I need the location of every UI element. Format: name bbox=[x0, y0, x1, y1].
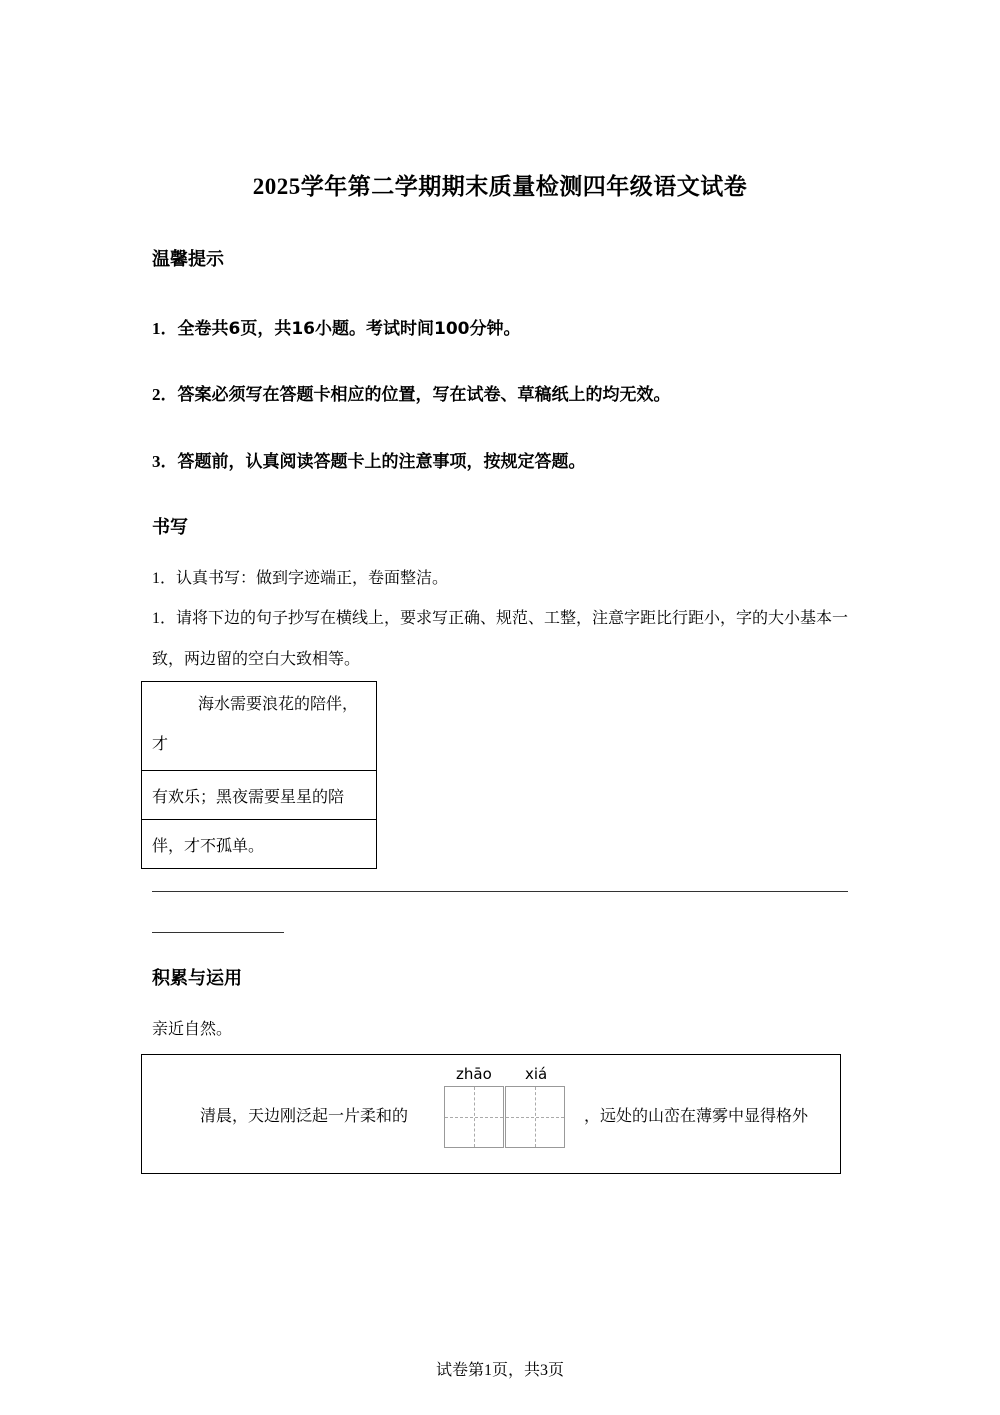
writing-question-2 bbox=[152, 598, 852, 679]
tip-text: 答案必须写在答题卡相应的位置，写在试卷、草稿纸上的均无效。 bbox=[177, 385, 671, 405]
tip-item-3 bbox=[152, 447, 586, 472]
pinyin-question-box bbox=[141, 1054, 841, 1174]
accumulate-heading: 积累与运用 bbox=[152, 968, 242, 989]
copy-row-1: 海水需要浪花的陪伴，才 bbox=[142, 682, 377, 771]
tip-item-1 bbox=[152, 314, 520, 339]
tip-text: 答题前，认真阅读答题卡上的注意事项，按规定答题。 bbox=[177, 452, 586, 472]
copy-row-2: 有欢乐；黑夜需要星星的陪 bbox=[142, 771, 377, 820]
accumulate-intro: 亲近自然。 bbox=[152, 1019, 233, 1038]
question-number: 1． bbox=[152, 610, 177, 627]
tip-number: 3． bbox=[152, 452, 178, 471]
tip-number: 1． bbox=[152, 319, 178, 338]
question-text: 请将下边的句子抄写在横线上，要求写正确、规范、工整，注意字距比行距小，字的大小基本一致，两边留的空白大致相等。 bbox=[152, 608, 849, 668]
tian-grid-cell-1[interactable] bbox=[444, 1086, 504, 1148]
writing-heading: 书写 bbox=[152, 517, 188, 538]
tip-item-2 bbox=[152, 380, 671, 405]
pinyin-label-2: xiá bbox=[525, 1065, 548, 1083]
answer-line-1[interactable] bbox=[152, 891, 848, 892]
sentence-before: 清晨，天边刚泛起一片柔和的 bbox=[200, 1106, 409, 1125]
exam-title: 2025学年第二学期期末质量检测四年级语文试卷 bbox=[252, 174, 748, 199]
question-text: 认真书写：做到字迹端正，卷面整洁。 bbox=[176, 568, 449, 587]
tips-heading: 温馨提示 bbox=[152, 249, 224, 270]
tip-number: 2． bbox=[152, 385, 178, 404]
writing-question-1 bbox=[152, 558, 852, 599]
page-footer: 试卷第1页，共3页 bbox=[435, 1362, 564, 1379]
pinyin-label-1: zhāo bbox=[456, 1065, 492, 1083]
sentence-after: ，远处的山峦在薄雾中显得格外 bbox=[584, 1106, 809, 1125]
copy-row-3: 伴，才不孤单。 bbox=[142, 820, 377, 869]
tip-text: 全卷共6页，共16小题。考试时间100分钟。 bbox=[177, 319, 521, 339]
copy-source-table bbox=[141, 681, 377, 869]
question-number: 1． bbox=[152, 570, 177, 587]
answer-line-2[interactable] bbox=[152, 932, 284, 933]
tian-grid-cell-2[interactable] bbox=[505, 1086, 565, 1148]
